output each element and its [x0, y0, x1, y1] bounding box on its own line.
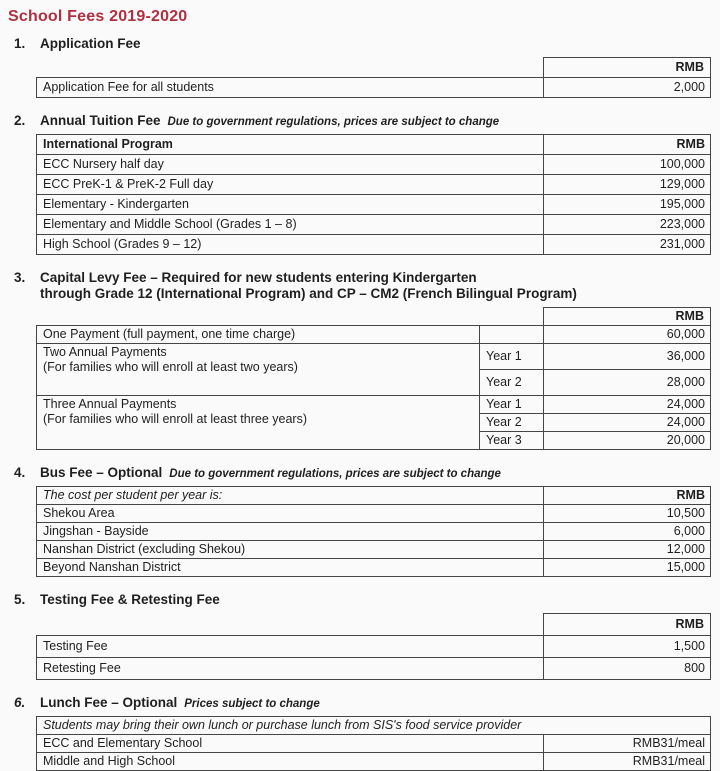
section-lunch-fee [0, 695, 720, 771]
provider-note: Students may bring their own lunch or purchase lunch from SIS's food service provider [37, 717, 711, 735]
table-row [37, 175, 711, 195]
header-spacer [37, 58, 544, 78]
rmb-header: RMB [544, 614, 711, 636]
section-5-title: Testing Fee & Retesting Fee [40, 592, 220, 607]
row-value: 36,000 [544, 344, 711, 370]
row-value: 60,000 [544, 326, 711, 344]
year-cell: Year 2 [480, 370, 544, 396]
table-row [37, 155, 711, 175]
year-cell: Year 1 [480, 396, 544, 414]
section-3-title-line2: through Grade 12 (International Program) and CP – CM2 (French Bilingual Program) [40, 286, 577, 301]
table-row-two-payments-y1 [37, 344, 711, 370]
header-spacer [37, 308, 544, 326]
row-value: 15,000 [544, 559, 711, 577]
section-4-number: 4. [14, 465, 26, 480]
year-cell: Year 1 [480, 344, 544, 370]
table-row [37, 215, 711, 235]
section-3-heading [14, 270, 720, 302]
section-3-title-line1: Capital Levy Fee – Required for new students entering Kindergarten [40, 270, 477, 285]
table-row-one-payment [37, 326, 711, 344]
row-label: ECC Nursery half day [37, 155, 544, 175]
table-header-row [37, 135, 711, 155]
section-5-number: 5. [14, 592, 26, 607]
tuition-fee-table [36, 134, 711, 255]
row-value: 129,000 [544, 175, 711, 195]
row-label: Shekou Area [37, 505, 544, 523]
section-4-title: Bus Fee – Optional [40, 465, 163, 480]
section-1-number: 1. [14, 36, 26, 51]
row-value: 12,000 [544, 541, 711, 559]
row-value: 195,000 [544, 195, 711, 215]
section-testing-fee [0, 592, 720, 680]
row-value: 223,000 [544, 215, 711, 235]
table-row [37, 505, 711, 523]
two-payments-label: Two Annual Payments [43, 345, 167, 359]
row-value: 24,000 [544, 414, 711, 432]
row-value: 100,000 [544, 155, 711, 175]
section-4-heading [14, 465, 720, 481]
section-1-title: Application Fee [40, 36, 141, 51]
row-label: Application Fee for all students [37, 78, 544, 98]
three-payments-sublabel: (For families who will enroll at least three years) [43, 412, 307, 426]
section-6-title: Lunch Fee – Optional [40, 695, 178, 710]
row-value: 800 [544, 658, 711, 680]
row-label: High School (Grades 9 – 12) [37, 235, 544, 255]
year-cell: Year 3 [480, 432, 544, 450]
page-title: School Fees 2019-2020 [8, 8, 188, 25]
rmb-header-row [37, 58, 711, 78]
three-payments-label: Three Annual Payments [43, 397, 177, 411]
table-row [37, 195, 711, 215]
row-label: Elementary and Middle School (Grades 1 – 8) [37, 215, 544, 235]
row-label: Nanshan District (excluding Shekou) [37, 541, 544, 559]
row-label: ECC and Elementary School [37, 735, 544, 753]
lunch-fee-table [36, 716, 711, 771]
row-value: 28,000 [544, 370, 711, 396]
row-label-two-payments [37, 344, 480, 396]
section-2-title: Annual Tuition Fee [40, 113, 161, 128]
section-3-title [40, 270, 577, 302]
table-row [37, 753, 711, 771]
row-label: Retesting Fee [37, 658, 544, 680]
row-label: ECC PreK-1 & PreK-2 Full day [37, 175, 544, 195]
row-label: Beyond Nanshan District [37, 559, 544, 577]
row-value: 6,000 [544, 523, 711, 541]
rmb-header: RMB [544, 135, 711, 155]
table-row [37, 523, 711, 541]
table-row [37, 735, 711, 753]
section-4-note: Due to government regulations, prices are subject to change [169, 468, 501, 480]
row-label-three-payments [37, 396, 480, 450]
table-row [37, 636, 711, 658]
testing-fee-table [36, 613, 711, 680]
row-value: 20,000 [544, 432, 711, 450]
section-2-number: 2. [14, 113, 26, 128]
table-row [37, 78, 711, 98]
row-label: Middle and High School [37, 753, 544, 771]
section-6-heading [14, 695, 720, 711]
application-fee-table [36, 57, 711, 98]
year-cell [480, 326, 544, 344]
row-value: 2,000 [544, 78, 711, 98]
section-1-heading [14, 36, 720, 52]
section-3-number: 3. [14, 270, 26, 285]
row-value: 24,000 [544, 396, 711, 414]
row-value: 10,500 [544, 505, 711, 523]
section-application-fee [0, 36, 720, 98]
row-label: Testing Fee [37, 636, 544, 658]
column-header-cost: The cost per student per year is: [37, 487, 544, 505]
section-2-heading [14, 113, 720, 129]
rmb-header: RMB [544, 308, 711, 326]
table-row [37, 541, 711, 559]
rmb-header-row [37, 308, 711, 326]
table-row [37, 235, 711, 255]
row-label: Jingshan - Bayside [37, 523, 544, 541]
row-value: RMB31/meal [544, 753, 711, 771]
section-capital-levy-fee [0, 270, 720, 450]
row-value: 1,500 [544, 636, 711, 658]
row-value: RMB31/meal [544, 735, 711, 753]
rmb-header-row [37, 614, 711, 636]
section-bus-fee [0, 465, 720, 577]
table-header-row [37, 487, 711, 505]
bus-fee-table [36, 486, 711, 577]
rmb-header: RMB [544, 487, 711, 505]
row-label: One Payment (full payment, one time charge) [37, 326, 480, 344]
table-row-three-payments-y1 [37, 396, 711, 414]
capital-levy-table [36, 307, 711, 450]
provider-note-row [37, 717, 711, 735]
column-header-program: International Program [37, 135, 544, 155]
table-row [37, 658, 711, 680]
header-spacer [37, 614, 544, 636]
row-label: Elementary - Kindergarten [37, 195, 544, 215]
year-cell: Year 2 [480, 414, 544, 432]
section-2-note: Due to government regulations, prices are subject to change [167, 116, 500, 128]
rmb-header: RMB [544, 58, 711, 78]
section-annual-tuition-fee [0, 113, 720, 255]
section-5-heading [14, 592, 720, 608]
section-6-number: 6. [14, 695, 26, 710]
row-value: 231,000 [544, 235, 711, 255]
section-6-note: Prices subject to change [184, 698, 320, 710]
two-payments-sublabel: (For families who will enroll at least two years) [43, 360, 298, 374]
table-row [37, 559, 711, 577]
